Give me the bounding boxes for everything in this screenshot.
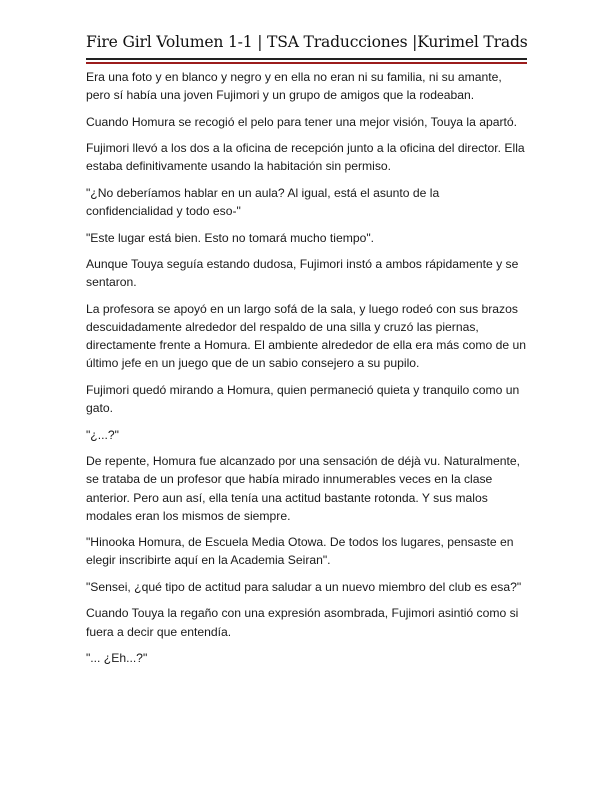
paragraph: "¿No deberíamos hablar en un aula? Al igual, está el asunto de la confidencialidad y todo eso-" xyxy=(86,185,440,219)
header-divider-dark xyxy=(86,58,527,60)
paragraph: De repente, Homura fue alcanzado por una sensación de déjà vu. Naturalmente, se trataba de un profesor que había mirado innumerables veces en la clase anterior. Pero aun así, ella tenía una actitud bastante rotonda. Y sus malos modales eran los mismos de siempre. xyxy=(86,454,520,523)
document-body xyxy=(86,68,528,676)
paragraph: "... ¿Eh...?" xyxy=(86,651,148,666)
paragraph: "Sensei, ¿qué tipo de actitud para saludar a un nuevo miembro del club es esa?" xyxy=(86,579,522,594)
paragraph: Aunque Touya seguía estando dudosa, Fujimori instó a ambos rápidamente y se sentaron. xyxy=(86,257,519,290)
paragraph: Cuando Touya la regaño con una expresión asombrada, Fujimori asintió como si fuera a decir que entendía. xyxy=(86,606,519,639)
paragraph: Fujimori llevó a los dos a la oficina de recepción junto a la oficina del director. Ella estaba definitivamente usando la habitación sin permiso. xyxy=(86,141,525,174)
page-header-title: Fire Girl Volumen 1-1 | TSA Traducciones |Kurimel Trads xyxy=(86,33,528,51)
header-divider-red xyxy=(86,62,527,64)
paragraph: "Hinooka Homura, de Escuela Media Otowa. De todos los lugares, pensaste en elegir inscribirte aquí en la Academia Seiran". xyxy=(86,535,514,568)
paragraph: Fujimori quedó mirando a Homura, quien permaneció quieta y tranquilo como un gato. xyxy=(86,382,520,416)
paragraph: Era una foto y en blanco y negro y en ella no eran ni su familia, ni su amante, pero sí había una joven Fujimori y un grupo de amigos que la rodeaban. xyxy=(86,70,502,103)
paragraph: "Este lugar está bien. Esto no tomará mucho tiempo". xyxy=(86,230,375,245)
paragraph: La profesora se apoyó en un largo sofá de la sala, y luego rodeó con sus brazos descuidadamente alrededor del respaldo de una silla y cruzó las piernas, directamente frente a Homura. El ambiente alrededor de ella era más como de un último jefe en un juego que de un sabio consejero a su pupilo. xyxy=(86,301,526,371)
paragraph: Cuando Homura se recogió el pelo para tener una mejor visión, Touya la apartó. xyxy=(86,114,518,129)
paragraph: "¿...?" xyxy=(86,427,119,442)
